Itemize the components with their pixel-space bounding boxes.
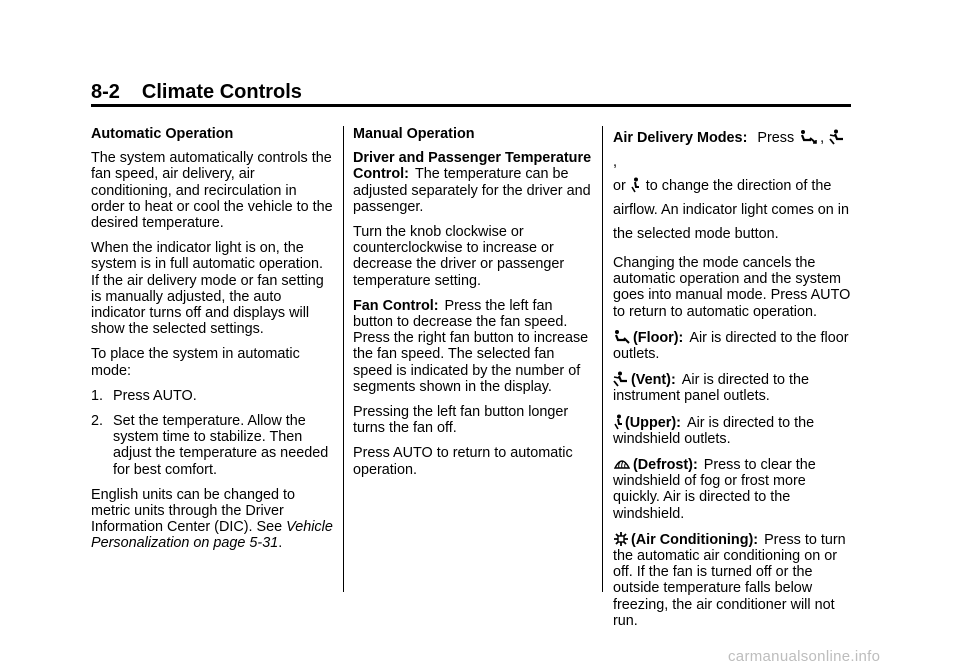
term-air-delivery-modes: Air Delivery Modes: xyxy=(613,130,748,146)
defrost-icon xyxy=(613,456,631,472)
paragraph: Turn the knob clockwise or counterclockwise to increase or decrease the driver or passenger temperature setting. xyxy=(353,224,565,289)
header-rule xyxy=(91,104,851,107)
cross-reference-link[interactable]: Vehicle Personalization on page 5-31 xyxy=(91,519,333,552)
term-vent: (Vent): xyxy=(631,372,676,389)
term-floor: (Floor): xyxy=(633,329,684,346)
vent-mode-icon xyxy=(613,371,629,387)
page-title: Climate Controls xyxy=(141,81,302,103)
paragraph: (Air Conditioning): Press to turn the automatic air conditioning on or off. If the fan is turned off or the outside temperature falls below freezing, the air conditioner will not run. xyxy=(613,531,846,629)
paragraph: (Defrost): Press to clear the windshield of fog or frost more quickly. Air is directed to the windshield. xyxy=(613,457,816,522)
watermark: carmanualsonline.info xyxy=(728,648,881,665)
vent-mode-icon xyxy=(828,129,848,145)
list-item: 1. Press AUTO. xyxy=(91,387,197,404)
air-conditioning-icon xyxy=(613,531,629,547)
term-fan-control: Fan Control: xyxy=(353,297,439,314)
paragraph: (Vent): Air is directed to the instrument panel outlets. xyxy=(613,372,809,405)
term-defrost: (Defrost): xyxy=(633,457,698,474)
paragraph: Changing the mode cancels the automatic operation and the system goes into manual mode. Press AUTO to return to automatic operation. xyxy=(613,255,851,320)
column-automatic-operation xyxy=(91,126,333,561)
paragraph: To place the system in automatic mode: xyxy=(91,346,300,379)
upper-mode-icon xyxy=(630,177,640,193)
page-number: 8-2 xyxy=(91,81,120,103)
paragraph: Air Delivery Modes: Press , , or to change the direction of the airflow. An indicator light comes on in the selected mode button. xyxy=(613,130,849,242)
paragraph: Press AUTO to return to automatic operation. xyxy=(353,445,573,478)
paragraph: Driver and Passenger Temperature Control: The temperature can be adjusted separately for the driver and passenger. xyxy=(353,150,592,215)
term-temperature-control: Driver and Passenger Temperature Control: xyxy=(353,150,592,183)
section-heading-manual: Manual Operation xyxy=(353,126,475,142)
column-air-delivery xyxy=(613,126,853,638)
paragraph: (Upper): Air is directed to the windshield outlets. xyxy=(613,414,815,447)
paragraph: Fan Control: Press the left fan button to decrease the fan speed. Press the right fan button to increase the fan speed. The selected fan speed is indicated by the number of segments shown in the display. xyxy=(353,297,589,395)
list-item: 2. Set the temperature. Allow the system time to stabilize. Then adjust the temperature as needed for best comfort. xyxy=(91,413,329,478)
term-air-conditioning: (Air Conditioning): xyxy=(631,531,759,548)
floor-mode-icon xyxy=(798,129,818,145)
floor-mode-icon xyxy=(613,329,631,345)
section-heading-automatic: Automatic Operation xyxy=(91,126,234,142)
paragraph: The system automatically controls the fan speed, air delivery, air conditioning, and recirculation in order to heat or cool the vehicle to the desired temperature. xyxy=(91,150,333,232)
paragraph: English units can be changed to metric units through the Driver Information Center (DIC). See Vehicle Personalization on page 5-31. xyxy=(91,486,333,552)
upper-mode-icon xyxy=(613,414,623,430)
paragraph: (Floor): Air is directed to the floor outlets. xyxy=(613,329,849,363)
column-divider xyxy=(343,126,344,592)
column-divider xyxy=(602,126,603,592)
paragraph: When the indicator light is on, the system is in full automatic operation. If the air delivery mode or fan setting is manually adjusted, the auto indicator turns off and displays will show the selected settings. xyxy=(91,240,324,338)
term-upper: (Upper): xyxy=(625,414,681,431)
column-manual-operation xyxy=(353,126,593,487)
paragraph: Pressing the left fan button longer turns the fan off. xyxy=(353,404,569,437)
